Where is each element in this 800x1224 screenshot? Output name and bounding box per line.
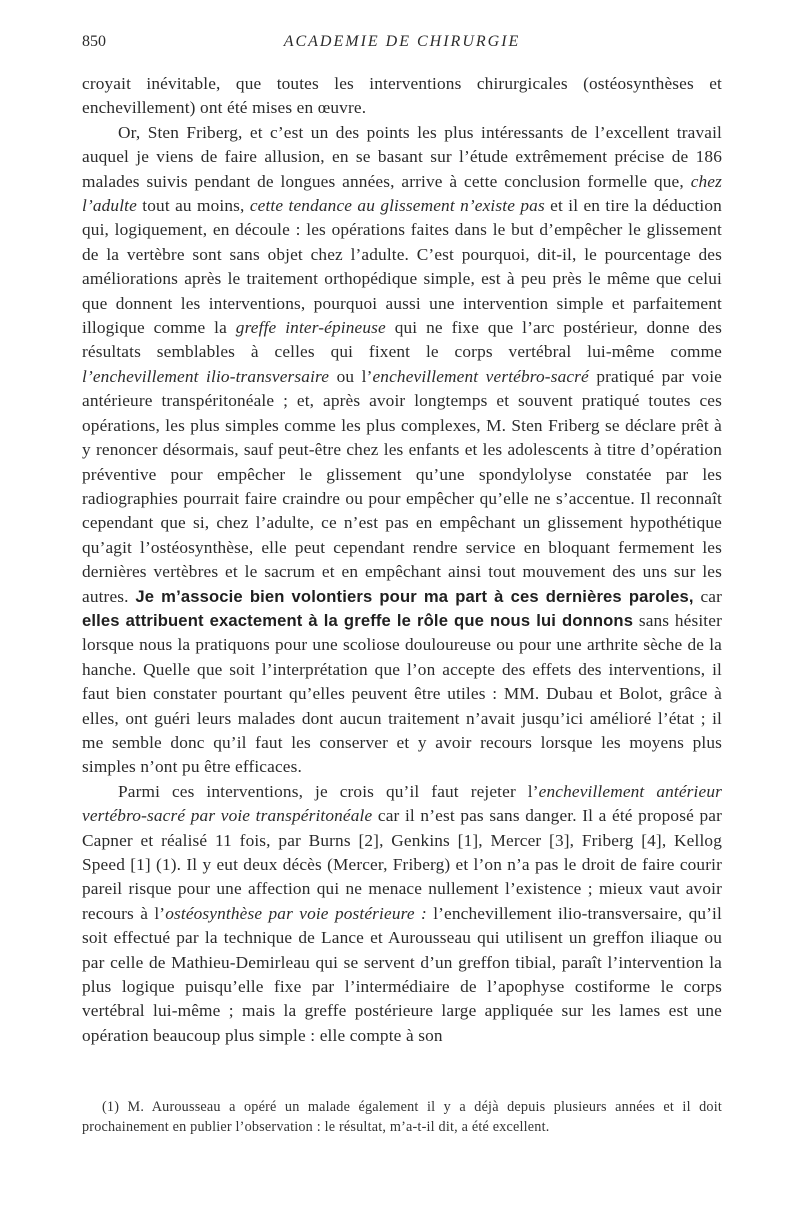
p3-italic-enchevillement: enchevillement antérieur vertébro-sacré par voie transpéritonéale xyxy=(82,781,722,826)
p2-text-e: et il en tire la déduction qui, logiquement, en découle : les opérations faites dans le but d’empêcher le glissement de la vertèbre sont sans objet chez l’adulte. C’est pourquoi, dit-il, le pourcentage des améliorations après le traitement orthopédique simple, est à peu près le même que celui que donnent les interventions, pourquoi aussi une intervention simple et parfaitement illogique comme la xyxy=(82,196,722,338)
p3-italic-osteosynthese: ostéosynthèse par voie postérieure : xyxy=(165,903,427,923)
p2-text-a: Or, Sten Friberg, et c’est un des points les plus intéressants de l’excellent travail auquel je viens de faire allusion, en se basant sur l’étude extrêmement précise de 186 malades suivis pendant de longues années, arrive à cette conclusion formelle que, xyxy=(82,122,722,191)
p2-italic-ilio-transversaire: l’enchevillement ilio-transversaire xyxy=(82,366,330,386)
p2-bold-associe: Je m’associe bien volontiers pour ma part à ces dernières paroles, xyxy=(135,586,694,606)
p2-text-m: car xyxy=(700,586,722,606)
paragraph-2 xyxy=(82,121,722,780)
p2-text-k: pratiqué par voie antérieure transpéritonéale ; et, après avoir longtemps et souvent pratiqué toutes ces opérations, les plus simples comme les plus complexes, M. Sten Friberg se déclare prêt à y renoncer désormais, sauf peut-être chez les enfants et les adolescents à titre d’opération préventive pour empêcher le glissement qu’une spondylolyse constatée par les radiographies pourrait faire craindre ou pour empêcher qu’elle ne s’accentue. Il reconnaît cependant que si, chez l’adulte, ce n’est pas en empêchant un glissement hypothétique qu’agit l’ostéosynthèse, elle peut cependant rendre service en bloquant fermement les dernières vertèbres et le sacrum et en empêchant ainsi tout mouvement des uns sur les autres. xyxy=(82,366,722,606)
p3-text-c: car il n’est pas sans danger. Il a été proposé par Capner et réalisé 11 fois, par Burns [2], Genkins [1], Mercer [3], Friberg [4], Kellog Speed [1] (1). Il y eut deux décès (Mercer, Friberg) et l’on n’a pas le droit de faire courir pareil risque pour une affection qui ne menace nullement l’existence ; mieux vaut avoir recours à l’ xyxy=(82,806,722,923)
journal-title: ACADEMIE DE CHIRURGIE xyxy=(283,33,521,50)
p3-text-e: l’enchevillement ilio-transversaire, qu’il soit effectué par la technique de Lance et Aurousseau qui utilisent un greffon iliaque ou par celle de Mathieu-Demirleau qui se servent d’un greffon tibial, paraît l’intervention la plus logique puisqu’elle fixe par l’intermédiaire de l’apophyse costiforme le corps vertébral lui-même ; mais la greffe postérieure large appliquée sur les lames est une opération beaucoup plus simple : elle compte à son xyxy=(82,903,722,1045)
p2-bold-attribuent: elles attribuent exactement à la greffe le rôle que nous lui donnons xyxy=(82,610,634,630)
p2-italic-greffe: greffe inter-épineuse xyxy=(235,318,386,338)
body-text xyxy=(82,72,722,1048)
p2-italic-chez-adulte: chez l’adulte xyxy=(82,171,722,216)
p3-text-a: Parmi ces interventions, je crois qu’il faut rejeter l’ xyxy=(118,781,539,801)
p2-text-o: sans hésiter lorsque nous la pratiquons pour une scoliose douloureuse ou pour une arthrite sèche de la hanche. Quelle que soit l’interprétation que l’on accepte des effets des interventions, il faut bien constater pourtant qu’elles peuvent être utiles : MM. Dubau et Bolot, grâce à elles, ont guéri leurs malades dont aucun traitement n’avait jusqu’ici amélioré l’état ; il me semble donc qu’il faut les conserver et y avoir recours lorsque les moyens plus simples n’ont pu être efficaces. xyxy=(82,610,722,777)
p2-italic-tendance: cette tendance au glissement n’existe pas xyxy=(249,196,545,216)
p2-italic-vertebro-sacre: enchevillement vertébro-sacré xyxy=(372,366,589,386)
paragraph-3 xyxy=(82,780,722,1048)
paragraph-1: croyait inévitable, que toutes les interventions chirurgicales (ostéosynthèses et enchevillement) ont été mises en œuvre. xyxy=(82,74,722,118)
footnote: (1) M. Aurousseau a opéré un malade également il y a déjà depuis plusieurs années et il doit prochainement en publier l’observation : le résultat, m’a-t-il dit, a été excellent. xyxy=(82,1099,722,1135)
p2-text-c: tout au moins, xyxy=(142,196,245,216)
running-head xyxy=(82,33,722,57)
p2-text-g: qui ne fixe que l’arc postérieur, donne des résultats semblables à celles qui fixent le corps vertébral lui-même comme xyxy=(82,318,722,362)
page-number: 850 xyxy=(82,33,106,50)
p2-text-i: ou l’ xyxy=(336,366,373,386)
